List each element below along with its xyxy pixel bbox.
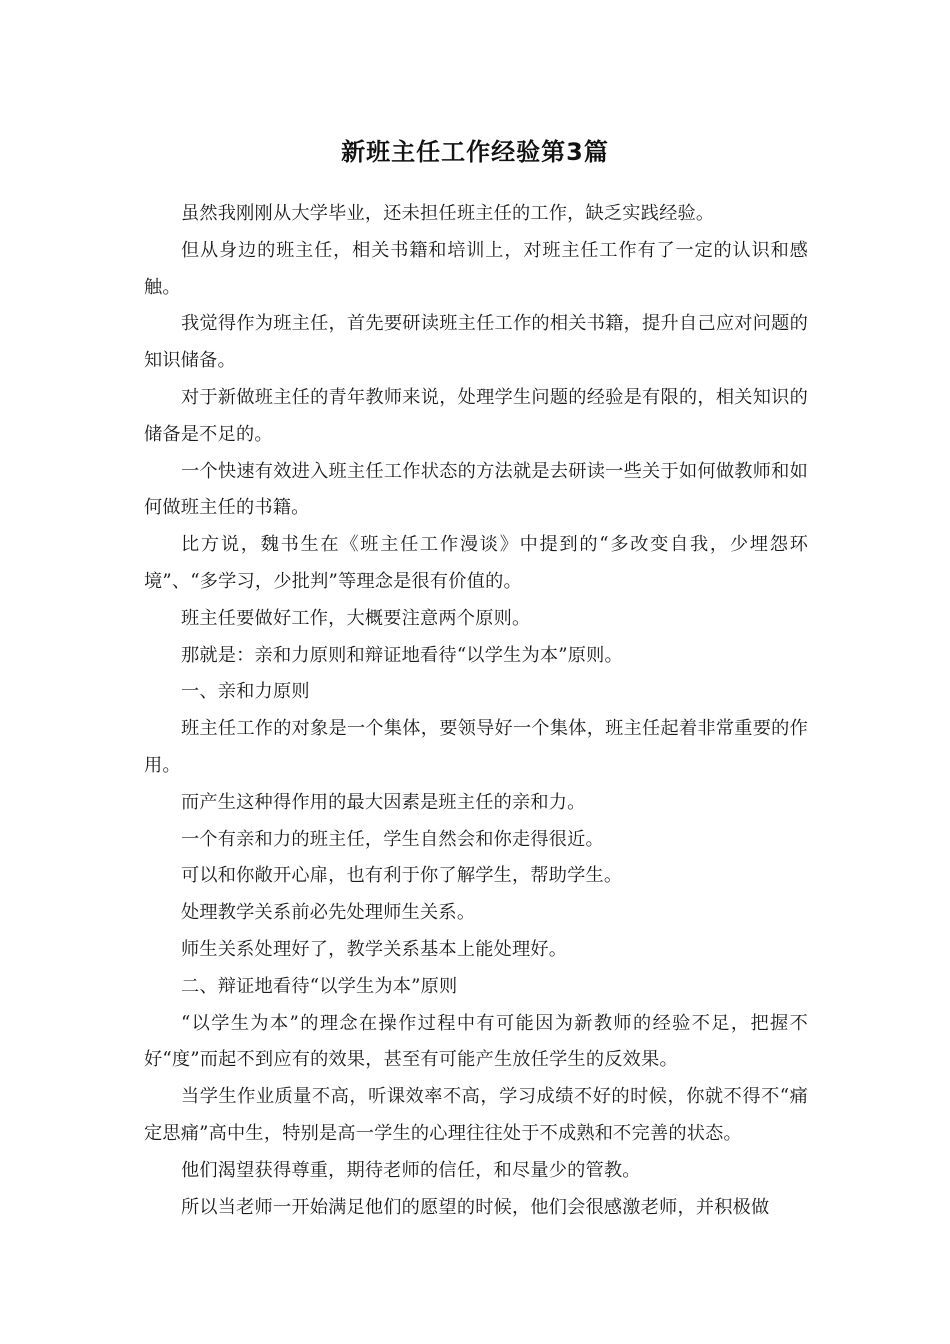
paragraph: 一个有亲和力的班主任，学生自然会和你走得很近。 (181, 828, 604, 850)
document-body (144, 196, 808, 1226)
paragraph: 我觉得作为班主任，首先要研读班主任工作的相关书籍，提升自己应对问题的知识储备。 (144, 313, 808, 372)
paragraph: 他们渴望获得尊重，期待老师的信任，和尽量少的管教。 (181, 1159, 641, 1181)
paragraph: 处理教学关系前必先处理师生关系。 (181, 902, 476, 924)
paragraph: 当学生作业质量不高，听课效率不高，学习成绩不好的时候，你就不得不“痛定思痛”高中生，特别是高一学生的心理往往处于不成熟和不完善的状态。 (144, 1086, 808, 1144)
section-heading: 一、亲和力原则 (181, 681, 310, 703)
paragraph: 但从身边的班主任，相关书籍和培训上，对班主任工作有了一定的认识和感触。 (144, 239, 808, 298)
document-title: 新班主任工作经验第3篇 (341, 138, 609, 166)
paragraph: 而产生这种得作用的最大因素是班主任的亲和力。 (181, 791, 586, 813)
paragraph: 班主任要做好工作，大概要注意两个原则。 (181, 607, 531, 629)
paragraph: 所以当老师一开始满足他们的愿望的时候，他们会很感激老师，并积极做 (181, 1196, 770, 1218)
paragraph: 虽然我刚刚从大学毕业，还未担任班主任的工作，缺乏实践经验。 (181, 203, 715, 224)
paragraph: 比方说，魏书生在《班主任工作漫谈》中提到的“多改变自我，少埋怨环境”、“多学习，少批判”等理念是很有价值的。 (144, 534, 808, 592)
paragraph: 对于新做班主任的青年教师来说，处理学生问题的经验是有限的，相关知识的储备是不足的。 (144, 386, 808, 445)
paragraph: 师生关系处理好了，教学关系基本上能处理好。 (181, 938, 568, 960)
paragraph: “以学生为本”的理念在操作过程中有可能因为新教师的经验不足，把握不好“度”而起不到应有的效果，甚至有可能产生放任学生的反效果。 (144, 1012, 808, 1071)
paragraph: 可以和你敞开心扉，也有利于你了解学生，帮助学生。 (181, 865, 623, 887)
paragraph: 那就是：亲和力原则和辩证地看待“以学生为本”原则。 (181, 644, 623, 666)
paragraph: 班主任工作的对象是一个集体，要领导好一个集体，班主任起着非常重要的作用。 (144, 718, 808, 776)
section-heading: 二、辩证地看待“以学生为本”原则 (181, 975, 458, 997)
paragraph: 一个快速有效进入班主任工作状态的方法就是去研读一些关于如何做教师和如何做班主任的书籍。 (144, 460, 808, 519)
